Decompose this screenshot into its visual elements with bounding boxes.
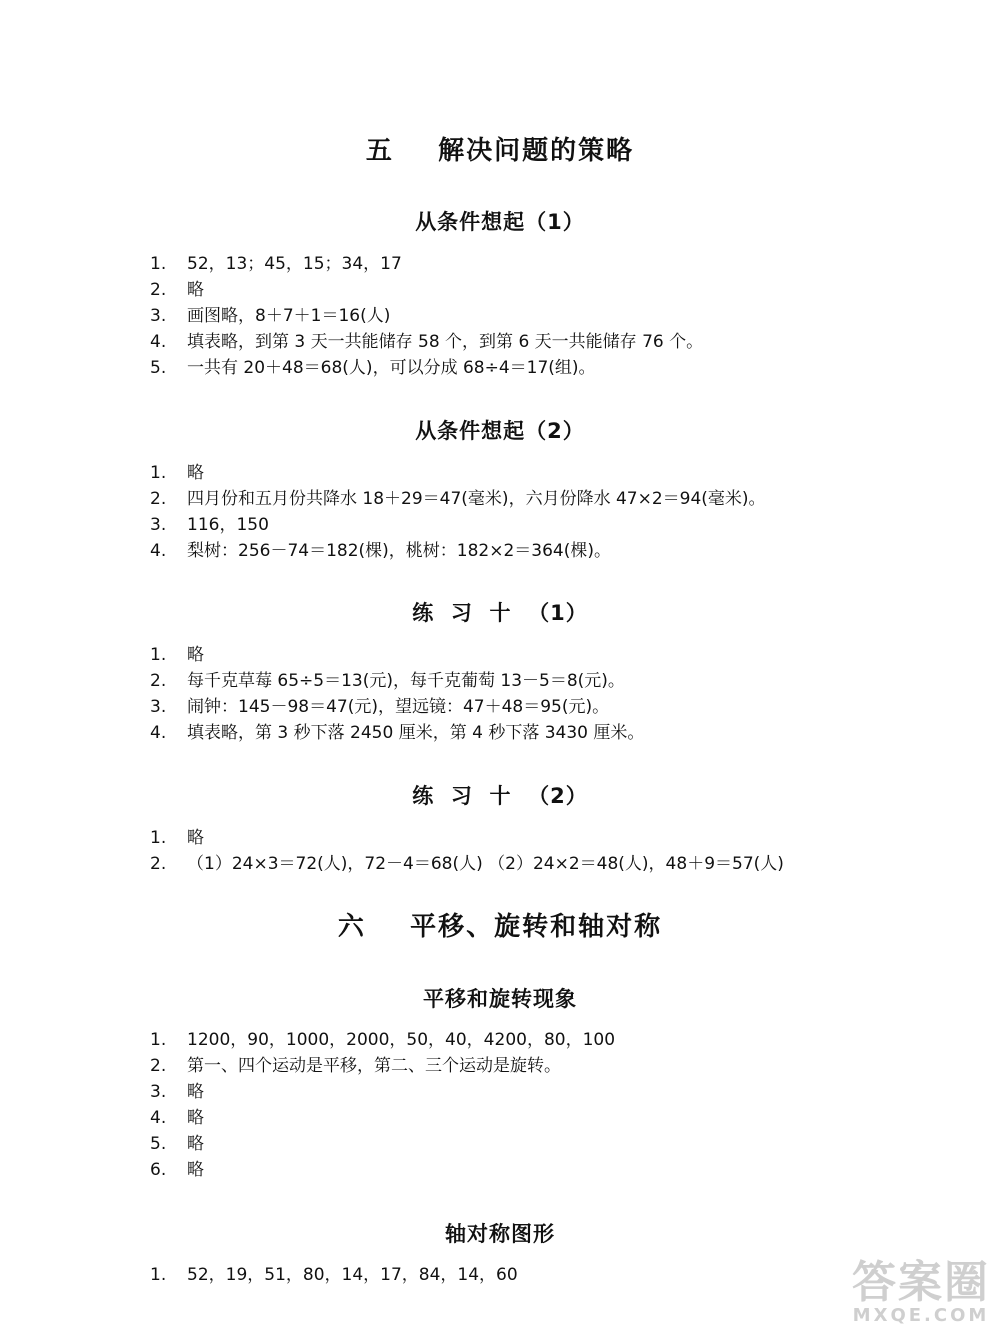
answer-line: 1. 52，13；45，15；34，17: [150, 254, 402, 274]
answer-line: 3. 画图略，8＋7＋1＝16(人): [150, 306, 391, 326]
answer-line: 4. 略: [150, 1108, 204, 1128]
chapter-title: 六 平移、旋转和轴对称: [337, 912, 663, 942]
answer-line: 1. 1200，90，1000，2000，50，40，4200，80，100: [150, 1030, 616, 1050]
section-title: 轴对称图形: [445, 1222, 555, 1246]
section-title: 练 习 十 （1）: [412, 601, 588, 625]
answer-line: 2. 略: [150, 280, 204, 300]
answer-line: 4. 填表略，到第 3 天一共能储存 58 个，到第 6 天一共能储存 76 个。: [150, 332, 704, 352]
section-title: 平移和旋转现象: [423, 987, 577, 1011]
answer-line: 5. 略: [150, 1134, 204, 1154]
answer-line: 1. 略: [150, 463, 204, 483]
section-title: 从条件想起（2）: [415, 419, 585, 443]
answer-line: 1. 52，19，51，80，14，17，84，14，60: [150, 1265, 518, 1285]
answer-line: 5. 一共有 20＋48＝68(人)，可以分成 68÷4＝17(组)。: [150, 358, 596, 378]
answer-line: 2. 第一、四个运动是平移，第二、三个运动是旋转。: [150, 1056, 561, 1076]
answer-line: 1. 略: [150, 645, 204, 665]
answer-line: 2. （1）24×3＝72(人)，72－4＝68(人) （2）24×2＝48(人)，48＋9＝57(人): [150, 854, 784, 874]
section-title: 从条件想起（1）: [415, 210, 585, 234]
answer-line: 2. 每千克草莓 65÷5＝13(元)，每千克葡萄 13－5＝8(元)。: [150, 671, 625, 691]
answer-line: 2. 四月份和五月份共降水 18＋29＝47(毫米)，六月份降水 47×2＝94(毫米)。: [150, 489, 766, 509]
answer-line: 4. 填表略，第 3 秒下落 2450 厘米，第 4 秒下落 3430 厘米。: [150, 723, 645, 743]
section-title: 练 习 十 （2）: [412, 784, 588, 808]
answer-line: 1. 略: [150, 828, 204, 848]
answer-line: 3. 略: [150, 1082, 204, 1102]
answer-line: 6. 略: [150, 1160, 204, 1180]
chapter-title: 五 解决问题的策略: [365, 136, 635, 166]
watermark-logo: 答案圈 MXQE.COM: [852, 1257, 990, 1326]
answer-line: 3. 116，150: [150, 515, 269, 535]
answer-line: 3. 闹钟：145－98＝47(元)，望远镜：47＋48＝95(元)。: [150, 697, 610, 717]
answer-line: 4. 梨树：256－74＝182(棵)，桃树：182×2＝364(棵)。: [150, 541, 612, 561]
